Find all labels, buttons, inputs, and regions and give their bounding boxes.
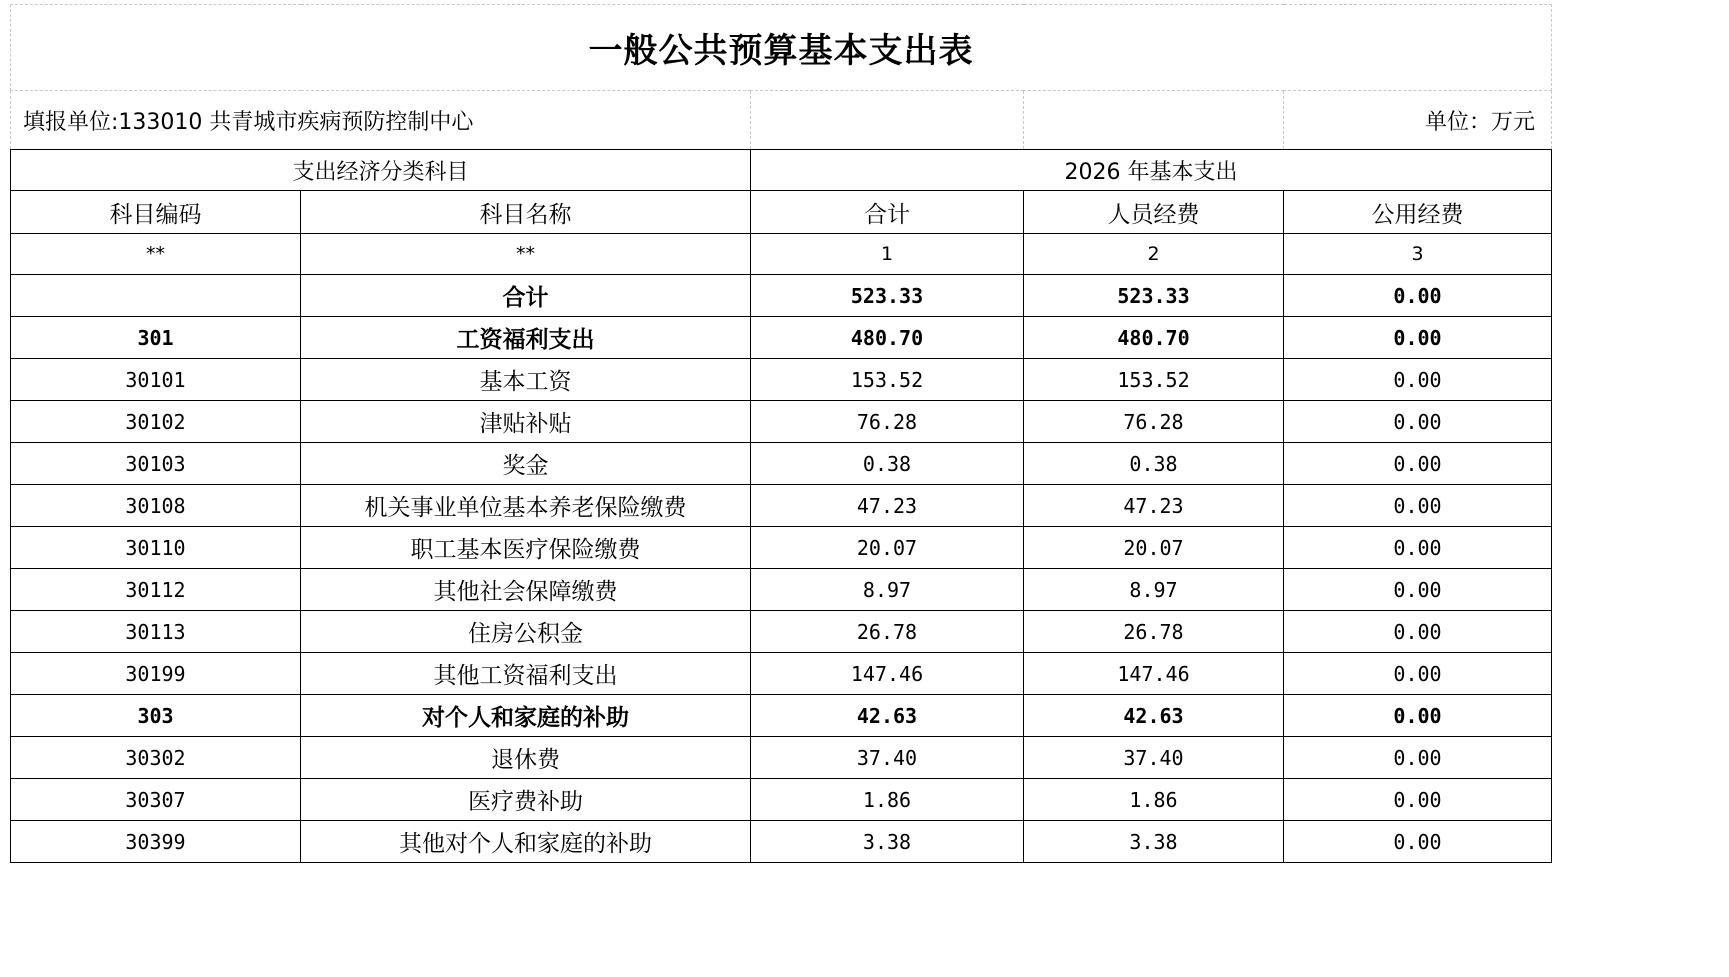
account-name-cell: 基本工资	[301, 359, 751, 401]
budget-table	[10, 4, 1552, 863]
account-code-cell: 30113	[11, 611, 301, 653]
account-name-cell: 机关事业单位基本养老保险缴费	[301, 485, 751, 527]
total-cell: 153.52	[751, 359, 1024, 401]
account-code-cell: 30110	[11, 527, 301, 569]
personnel-cell: 0.38	[1024, 443, 1284, 485]
account-code-cell: 303	[11, 695, 301, 737]
account-name-cell: 住房公积金	[301, 611, 751, 653]
index-cell: 2	[1024, 234, 1284, 275]
table-row	[11, 359, 1552, 401]
table-row	[11, 821, 1552, 863]
account-name-cell: 医疗费补助	[301, 779, 751, 821]
personnel-cell: 76.28	[1024, 401, 1284, 443]
account-name-cell: 其他工资福利支出	[301, 653, 751, 695]
account-code-cell: 30108	[11, 485, 301, 527]
public-expense-cell: 0.00	[1284, 779, 1552, 821]
total-cell: 1.86	[751, 779, 1024, 821]
account-name-cell: 工资福利支出	[301, 317, 751, 359]
table-row	[11, 317, 1552, 359]
public-expense-cell: 0.00	[1284, 569, 1552, 611]
public-expense-cell: 0.00	[1284, 317, 1552, 359]
index-cell: **	[301, 234, 751, 275]
total-cell: 3.38	[751, 821, 1024, 863]
public-expense-cell: 0.00	[1284, 611, 1552, 653]
index-cell: **	[11, 234, 301, 275]
personnel-cell: 8.97	[1024, 569, 1284, 611]
public-expense-cell: 0.00	[1284, 485, 1552, 527]
personnel-cell: 3.38	[1024, 821, 1284, 863]
index-cell: 1	[751, 234, 1024, 275]
account-name-cell: 其他社会保障缴费	[301, 569, 751, 611]
total-cell: 0.38	[751, 443, 1024, 485]
column-header-name: 科目名称	[301, 191, 751, 234]
personnel-cell: 523.33	[1024, 275, 1284, 317]
account-code-cell: 30199	[11, 653, 301, 695]
account-code-cell: 30302	[11, 737, 301, 779]
table-row	[11, 527, 1552, 569]
unit-blank-cell	[1024, 91, 1284, 150]
total-cell: 37.40	[751, 737, 1024, 779]
total-cell: 523.33	[751, 275, 1024, 317]
public-expense-cell: 0.00	[1284, 275, 1552, 317]
table-row	[11, 695, 1552, 737]
personnel-cell: 153.52	[1024, 359, 1284, 401]
page-title: 一般公共预算基本支出表	[11, 5, 1552, 91]
unit-blank-cell	[751, 91, 1024, 150]
account-name-cell: 其他对个人和家庭的补助	[301, 821, 751, 863]
account-code-cell: 30399	[11, 821, 301, 863]
total-cell: 480.70	[751, 317, 1024, 359]
total-cell: 8.97	[751, 569, 1024, 611]
public-expense-cell: 0.00	[1284, 695, 1552, 737]
personnel-cell: 20.07	[1024, 527, 1284, 569]
table-row	[11, 443, 1552, 485]
public-expense-cell: 0.00	[1284, 443, 1552, 485]
account-name-cell: 津贴补贴	[301, 401, 751, 443]
reporting-unit: 填报单位:133010 共青城市疾病预防控制中心	[11, 91, 751, 150]
public-expense-cell: 0.00	[1284, 737, 1552, 779]
personnel-cell: 480.70	[1024, 317, 1284, 359]
total-cell: 42.63	[751, 695, 1024, 737]
account-code-cell	[11, 275, 301, 317]
table-row	[11, 611, 1552, 653]
public-expense-cell: 0.00	[1284, 653, 1552, 695]
public-expense-cell: 0.00	[1284, 359, 1552, 401]
public-expense-cell: 0.00	[1284, 401, 1552, 443]
account-code-cell: 30102	[11, 401, 301, 443]
table-row	[11, 737, 1552, 779]
account-code-cell: 30101	[11, 359, 301, 401]
table-row	[11, 485, 1552, 527]
total-cell: 47.23	[751, 485, 1024, 527]
account-name-cell: 奖金	[301, 443, 751, 485]
personnel-cell: 1.86	[1024, 779, 1284, 821]
table-row	[11, 779, 1552, 821]
table-row	[11, 275, 1552, 317]
header-basic-expenditure: 2026 年基本支出	[751, 150, 1552, 191]
account-name-cell: 对个人和家庭的补助	[301, 695, 751, 737]
account-name-cell: 职工基本医疗保险缴费	[301, 527, 751, 569]
account-code-cell: 301	[11, 317, 301, 359]
table-row	[11, 401, 1552, 443]
account-name-cell: 合计	[301, 275, 751, 317]
personnel-cell: 37.40	[1024, 737, 1284, 779]
account-code-cell: 30307	[11, 779, 301, 821]
public-expense-cell: 0.00	[1284, 821, 1552, 863]
account-code-cell: 30112	[11, 569, 301, 611]
total-cell: 20.07	[751, 527, 1024, 569]
total-cell: 147.46	[751, 653, 1024, 695]
account-code-cell: 30103	[11, 443, 301, 485]
account-name-cell: 退休费	[301, 737, 751, 779]
table-row	[11, 569, 1552, 611]
column-header-total: 合计	[751, 191, 1024, 234]
personnel-cell: 47.23	[1024, 485, 1284, 527]
header-economic-classification: 支出经济分类科目	[11, 150, 751, 191]
currency-unit: 单位：万元	[1284, 91, 1552, 150]
column-header-personnel: 人员经费	[1024, 191, 1284, 234]
personnel-cell: 147.46	[1024, 653, 1284, 695]
table-row	[11, 653, 1552, 695]
total-cell: 76.28	[751, 401, 1024, 443]
personnel-cell: 42.63	[1024, 695, 1284, 737]
public-expense-cell: 0.00	[1284, 527, 1552, 569]
column-header-public: 公用经费	[1284, 191, 1552, 234]
column-header-code: 科目编码	[11, 191, 301, 234]
total-cell: 26.78	[751, 611, 1024, 653]
personnel-cell: 26.78	[1024, 611, 1284, 653]
index-cell: 3	[1284, 234, 1552, 275]
